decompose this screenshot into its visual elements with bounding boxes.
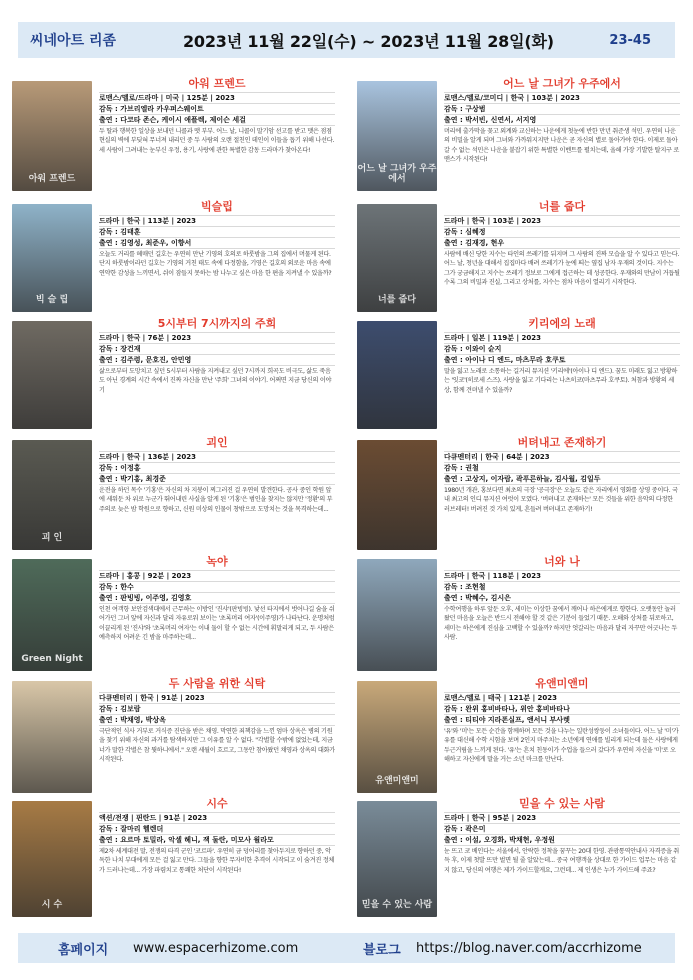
- movie-title: 너를 줍다: [538, 200, 586, 213]
- movie-entry: [357, 436, 680, 550]
- movie-title: 어느 날 그녀가 우주에서: [503, 77, 621, 90]
- movie-meta: 액션/전쟁 | 핀란드 | 91분 | 2023: [99, 812, 335, 823]
- movie-meta: 로맨스/멜로/드라마 | 미국 | 125분 | 2023: [99, 92, 335, 103]
- movie-synopsis: 극단적인 식사 거부로 거식증 진단을 받은 채영. 막연한 죄책감을 느낀 엄마 상옥은 병의 기원을 찾기 위해 자신의 과거를 탐색하지만 그 이유를 알 수 없다. "각별할 수밖에 없었는데, 지금 너가 말한 각별은 참 뭣하니에서." 오랜 세월이 흐르고, 그동안 참아왔던 채영과 상옥의 대화가 시작된다.: [99, 725, 335, 765]
- movie-synopsis: 운전을 하던 목수 '기홍'은 자신의 차 지붕이 찌그러진 걸 우연히 발견한다. 공사 중인 학원 앞에 세워둔 차 위로 누군가 뛰어내린 사실을 알게 된 '기홍'은 범인을 찾지는 않지만 '정환'의 부주의로 늦은 밤 학원으로 향하고, 신원 미상의 인물이 창밖으로 도망치는 것을 목격하는데...: [99, 484, 335, 514]
- movie-synopsis: 1980년 개관, 홍보다면 최초의 극장 '공극장'은 오늘도 같은 자리에서 영화를 상영 중이다. 국내 최고의 인디 뮤지션 여럿이 모였다. '버텨내고 존재하는' 모든 것들을 위한 음악의 다정한 러브레터! 버려진 것 가치 있게, 흔들려 버텨내고 존재하기!: [444, 484, 680, 514]
- movie-director: 감독 : 장건재: [99, 343, 335, 354]
- movie-entry: [357, 200, 680, 312]
- poster-title-text: 아워 프렌드: [28, 174, 76, 185]
- header-bar: [18, 22, 675, 58]
- movie-meta: 다큐멘터리 | 한국 | 64분 | 2023: [444, 451, 680, 462]
- movie-cast: 출연 : 요르마 토밀라, 악셀 헤니, 잭 둘란, 미모사 윌라모: [99, 834, 335, 845]
- movie-title: 빅슬립: [201, 200, 233, 213]
- movie-poster: [357, 81, 437, 191]
- movie-entry: [12, 677, 335, 792]
- movie-entry: [12, 77, 335, 195]
- movie-entry: [357, 797, 680, 917]
- movie-synopsis: 머리에 출가막을 꽂고 외계와 교신하는 나운에게 첫눈에 반한 만년 취준생 석민. 우연히 나운의 비밀을 알게 되며 그녀와 가까워지지만 나운은 곧 자신의 별로 돌아가야 한다. 이제로 돌아갈 수 없는 석민은 나운을 붙잡기 위한 특별한 이벤트를 펼치는데, 올해 가장 기발한 탈지구 로맨스가 시작된다!: [444, 125, 680, 165]
- movie-director: 감독 : 이와이 슌지: [444, 343, 680, 354]
- poster-title-text: Green Night: [21, 654, 83, 665]
- movie-director: 감독 : 이정홍: [99, 462, 335, 473]
- movie-director: 감독 : 조현철: [444, 581, 680, 592]
- movie-info: [99, 436, 335, 514]
- movie-entry: [357, 77, 680, 195]
- poster-title-text: 빅 슬 립: [35, 295, 69, 306]
- movie-cast: 출연 : 고상지, 이자람, 곽푸른하늘, 김사월, 김일두: [444, 473, 680, 484]
- movie-info: [99, 797, 335, 875]
- movie-director: 감독 : 잘마리 헬렌더: [99, 823, 335, 834]
- movie-poster: [357, 559, 437, 671]
- movie-info: [444, 436, 680, 514]
- movie-poster: [357, 440, 437, 550]
- movie-entry: [357, 677, 680, 792]
- movie-entry: [12, 200, 335, 312]
- movie-director: 감독 : 한수: [99, 581, 335, 592]
- movie-director: 감독 : 김태훈: [99, 226, 335, 237]
- homepage-link[interactable]: www.espacerhizome.com: [133, 940, 299, 956]
- cinema-name: 씨네아트 리좀: [30, 33, 117, 49]
- movie-cast: 출연 : 김주령, 문호진, 안민영: [99, 354, 335, 365]
- movie-cast: 출연 : 김재경, 현우: [444, 237, 680, 248]
- movie-info: [444, 677, 680, 765]
- movie-director: 감독 : 완위 홍비바타나, 위안 홍비바타나: [444, 703, 680, 714]
- footer-bar: [18, 933, 675, 963]
- poster-title-text: 어느 날 그녀가 우주에서: [357, 164, 437, 185]
- movie-cast: 출연 : 판빙빙, 이주영, 김영호: [99, 592, 335, 603]
- movie-cast: 출연 : 김영성, 최준우, 이향서: [99, 237, 335, 248]
- movie-entry: [357, 555, 680, 672]
- movie-info: [99, 317, 335, 395]
- movie-cast: 출연 : 이설, 오경화, 박채현, 우정원: [444, 834, 680, 845]
- poster-title-text: 괴 인: [41, 533, 63, 544]
- movie-info: [444, 200, 680, 288]
- movie-info: [444, 77, 680, 165]
- movie-poster: [357, 681, 437, 793]
- movie-synopsis: 오늘도 거리를 헤매던 길호는 우연히 만난 기영의 호의로 하룻밤을 그의 집에서 머물게 된다. 단지 하룻밤이라던 길호는 기영의 거친 태도 속에 다정함을, 기영은 길호의 외로운 마음 속에 연약한 감성을 느끼면서, 쉬이 잠들지 못하는 밤 나누고 싶은 마음 한 편을 지켜낼 수 있을까?: [99, 248, 335, 278]
- movie-entry: [12, 317, 335, 431]
- homepage-label: 홈페이지: [58, 942, 109, 958]
- movie-cast: 출연 : 박혜수, 김시은: [444, 592, 680, 603]
- movie-synopsis: 삶으로부터 도망치고 싶던 5시부터 사람을 지켜내고 싶던 7시까지 희곡도 비극도, 삶도 죽음도 아닌 경계의 시간 속에서 진짜 자신을 만난 '주희' 그녀의 이야기. 어쩌면 지금 당신의 이야기: [99, 365, 335, 395]
- movie-director: 감독 : 구상범: [444, 103, 680, 114]
- movie-cast: 출연 : 박서빈, 신연서, 서지영: [444, 114, 680, 125]
- movie-entry: [357, 317, 680, 431]
- movie-poster: [12, 440, 92, 550]
- movie-cast: 출연 : 티티야 지라폰실프, 앤서니 부사렛: [444, 714, 680, 725]
- issue-number: 23-45: [609, 32, 651, 48]
- movie-meta: 드라마 | 한국 | 95분 | 2023: [444, 812, 680, 823]
- movie-poster: [12, 559, 92, 671]
- movie-title: 아워 프렌드: [188, 77, 246, 90]
- movie-title: 녹야: [206, 555, 228, 568]
- movie-meta: 로맨스/멜로 | 태국 | 121분 | 2023: [444, 692, 680, 703]
- movie-director: 감독 : 가브리엘라 카우퍼스웨이트: [99, 103, 335, 114]
- movie-entry: [12, 555, 335, 672]
- movie-poster: [357, 321, 437, 429]
- movie-title: 괴인: [206, 436, 228, 449]
- poster-title-text: 너를 줍다: [378, 295, 416, 306]
- movie-title: 버텨내고 존재하기: [517, 436, 607, 449]
- movie-info: [444, 797, 680, 875]
- movie-poster: [12, 81, 92, 191]
- movie-title: 시수: [206, 797, 228, 810]
- movie-title: 두 사람을 위한 식탁: [168, 677, 266, 690]
- movie-title: 키리에의 노래: [528, 317, 596, 330]
- movie-meta: 드라마 | 한국 | 118분 | 2023: [444, 570, 680, 581]
- movie-poster: [357, 801, 437, 917]
- movie-director: 감독 : 심혜정: [444, 226, 680, 237]
- movie-meta: 드라마 | 한국 | 113분 | 2023: [99, 215, 335, 226]
- movie-synopsis: 눈 뜨고 코 베인다는 서울에서, 안락한 정착을 꿈꾸는 20대 한영. 관광통역안내사 자격증을 취득 후, 이제 첫발 뜨만 벌면 될 줄 알았는데... 중국 여행객을 상대로 한 가이드 업무는 마음 같지 않고, 당신의 여행은 제가 가이드할게요, 그런데... 제 인생은 누가 가이드해 주죠?: [444, 845, 680, 875]
- poster-title-text: 믿을 수 있는 사람: [361, 900, 433, 911]
- movie-meta: 드라마 | 한국 | 103분 | 2023: [444, 215, 680, 226]
- movie-synopsis: '유'와 '미'는 모든 순간을 함께하며 모든 것을 나누는 일란성쌍둥이 소녀들이다. 어느 날 '미'가 유를 대신해 수학 시험을 보며 2인지 마주치는 소년에게 연애를 빌리게 되는데 둘은 사랑에게 두근거림을 느끼게 된다. '유'는 흔치 친동이가 수업을 들으러 갔다가 우연히 자신을 '미'로 오해하고 자신에게 말을 거는 소년 마크를 만난다.: [444, 725, 680, 765]
- movie-synopsis: 수학여행을 하루 앞둔 오후, 세미는 이상한 꿈에서 깨어나 하은에게로 향한다. 오랫동안 놀러왔던 마음을 오늘은 반드시 전해야 할 것 같은 기분이 들었기 때문. 오해와 상처를 뒤로하고, 세미는 하은에게 진심을 고백할 수 있을까? 하지만 엇갈리는 마음과 달리 자꾸만 어긋나는 두 사람.: [444, 603, 680, 643]
- movie-info: [444, 555, 680, 643]
- blog-link[interactable]: https://blog.naver.com/accrhizome: [416, 940, 642, 956]
- movie-synopsis: 인천 여객항 보안검색대에서 근무하는 이방인 '진샤'(판빙빙). 낯선 타지에서 벗어나길 숨을 쉬어가던 그녀 앞에 자신과 달리 자유로워 보이는 '초록머리 여자'(이주영)가 나타난다. 운명처럼 이끌리게 된 '진샤'와 '초록머리 여자'는 이내 둘이 할 수 없는 시간에 휘말리게 되고, 두 사람은 예측하지 어려운 긴 밤을 마주하는데...: [99, 603, 335, 643]
- blog-label: 블로그: [363, 942, 401, 958]
- movie-info: [99, 77, 335, 155]
- movie-meta: 다큐멘터리 | 한국 | 91분 | 2023: [99, 692, 335, 703]
- movie-title: 유앤미앤미: [535, 677, 589, 690]
- movie-poster: [12, 681, 92, 793]
- movie-meta: 드라마 | 일본 | 119분 | 2023: [444, 332, 680, 343]
- movie-title: 너와 나: [544, 555, 580, 568]
- movie-poster: [12, 321, 92, 429]
- movie-cast: 출연 : 박기홍, 최경준: [99, 473, 335, 484]
- movie-poster: [12, 204, 92, 312]
- poster-title-text: 시 수: [41, 900, 63, 911]
- movie-cast: 출연 : 박채영, 박상옥: [99, 714, 335, 725]
- movie-director: 감독 : 권철: [444, 462, 680, 473]
- movie-entry: [12, 797, 335, 917]
- poster-title-text: 유앤미앤미: [375, 776, 419, 787]
- movie-poster: [357, 204, 437, 312]
- movie-director: 감독 : 곽은미: [444, 823, 680, 834]
- schedule-dates: 2023년 11월 22일(수) ~ 2023년 11월 28일(화): [183, 31, 554, 51]
- movie-director: 감독 : 김보람: [99, 703, 335, 714]
- movie-title: 믿을 수 있는 사람: [519, 797, 605, 810]
- movie-meta: 드라마 | 한국 | 76분 | 2023: [99, 332, 335, 343]
- movie-meta: 드라마 | 한국 | 136분 | 2023: [99, 451, 335, 462]
- movie-meta: 드라마 | 홍콩 | 92분 | 2023: [99, 570, 335, 581]
- movie-synopsis: 두 딸과 행복한 일상을 보내던 니콜과 맷 부부. 어느 날, 니콜이 말기암 선고를 받고 맷은 점점 현실의 벽에 부딪혀 무너져 내리던 중 두 사람의 오랜 절친인 데인이 이들을 돕기 위해 나선다. 세 사람이 그려내는 눈부신 우정, 용기, 사랑에 관한 특별한 감동 드라마가 찾아온다!: [99, 125, 335, 155]
- movie-entry: [12, 436, 335, 550]
- movie-synopsis: 사람에 배신 당한 지수는 타인의 쓰레기를 뒤지며 그 사람의 진짜 모습을 알 수 있다고 믿는다. 어느 날, 청년을 대해서 집집마다 배려 쓰레기가 눈에 띄는 옆집 남자 우재의 것이다. 지수는 그가 궁금해지고 지수는 쓰레기 정보로 그에게 접근하는 데 성공한다. 우재와의 만남이 거듭될수록 그의 비밀과 진실, 그리고 상처를, 지수는 점차 마음이 열리기 시작한다.: [444, 248, 680, 288]
- movie-synopsis: 제2차 세계대전 말, 전쟁의 타격 군인 '코르파'. 우연히 금 덩어리를 찾아두지로 향하던 중, 악독한 나치 부대에게 모든 걸 잃고 만다. 그들을 향한 무자비한 추격이 시작되고 이 숨겨진 정체가 드러나는데... 가장 파렴치고 통쾌한 처단이 시작된다!: [99, 845, 335, 875]
- movie-info: [99, 677, 335, 765]
- movie-info: [99, 200, 335, 278]
- movie-poster: [12, 801, 92, 917]
- movie-cast: 출연 : 아이나 디 엔드, 마츠무라 호쿠토: [444, 354, 680, 365]
- movie-meta: 로맨스/멜로/코미디 | 한국 | 103분 | 2023: [444, 92, 680, 103]
- movie-info: [99, 555, 335, 643]
- movie-title: 5시부터 7시까지의 주희: [157, 317, 277, 330]
- movie-cast: 출연 : 다코타 존슨, 케이시 애플렉, 제이슨 세걸: [99, 114, 335, 125]
- movie-synopsis: 말을 잃고 노래로 소통하는 길거리 뮤지션 '키리에'(아이나 디 엔드). 꿈도 미래도 잃고 방황하는 '잇코'(히로세 스즈). 사랑을 잃고 기다리는 나츠히코(마츠무라 호쿠토). 처참과 방황의 세상, 함께 견뎌낼 수 있을까?: [444, 365, 680, 395]
- movie-info: [444, 317, 680, 395]
